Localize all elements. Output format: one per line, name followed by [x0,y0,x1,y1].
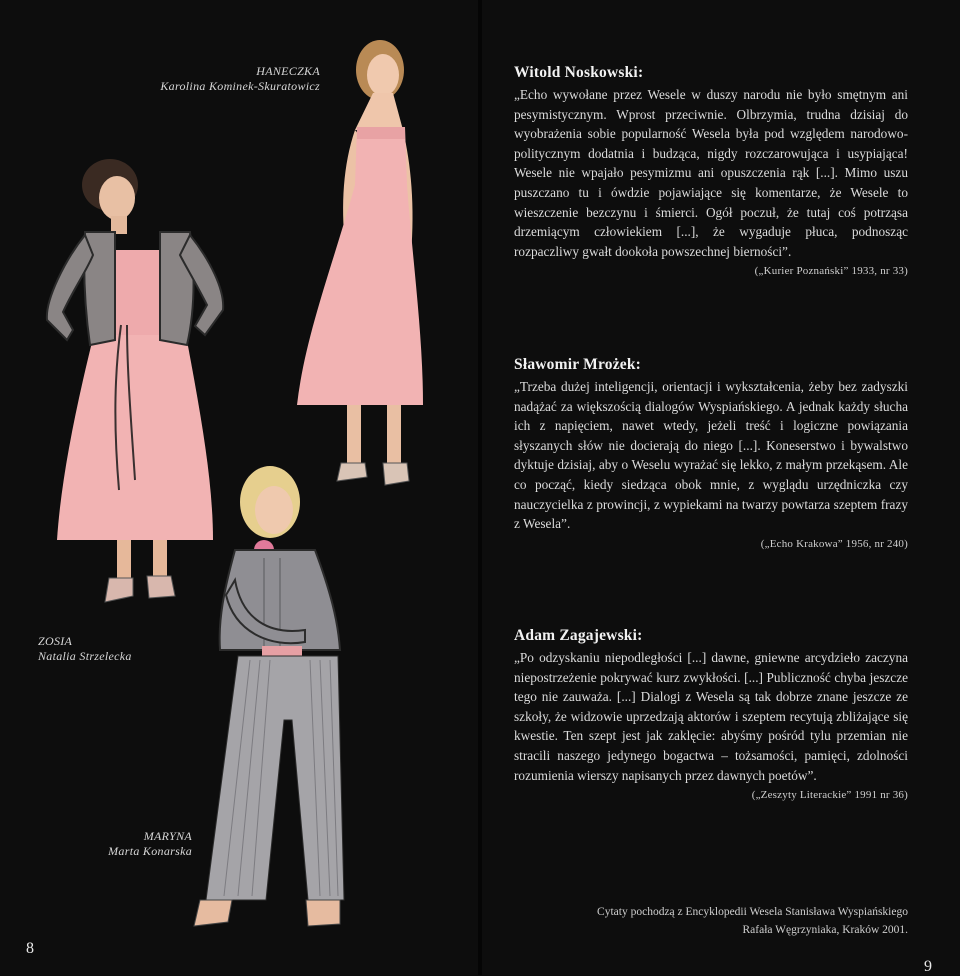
page-number-left: 8 [26,940,34,957]
quote-text: „Echo wywołane przez Wesele w duszy narodu nie było smętnym ani pesymistycznym. Wprost przeciwnie. Olbrzymia, trudna dzisiaj do wyobrażenia sobie popularność Wesela była pod względem narodowo-politycznym dodatnia i budząca, nigdy rozczarowująca i usypiająca! Wesele nie wpajało pesymizmu ani opuszczenia rąk [...]. Mimo uszu puszczano tu i ówdzie pojawiające się komentarze, że Wesele to wieszczenie bezczynu i śmierci. Ogół poczuł, że tutaj coś potrząsa drzemiącym człowiekiem [...], że wygaduje płuca, podnosząc rozpaczliwy gwałt dookoła powszechnej bierności”. [514,87,908,259]
caption-role: ZOSIA [38,634,73,648]
quote-author: Sławomir Mrożek: [514,356,642,373]
quote-noskowski [514,64,908,277]
costume-figure-maryna [180,460,360,940]
caption-actor: Karolina Kominek-Skuratowicz [160,79,320,93]
page-number-right: 9 [924,958,932,975]
footnote-line: Cytaty pochodzą z Encyklopedii Wesela Stanisława Wyspiańskiego [597,906,908,918]
caption-role: HANECZKA [256,64,320,78]
quote-text: „Po odzyskaniu niepodległości [...] dawne, gniewne arcydzieło zaczyna niepostrzeżenie pokrywać kurz zwykłości. [...] Publiczność chyba jeszcze tego nie zauważa. [...] Dialogi z Wesela są tak dobrze znane jeszcze ze szkoły, że widzowie uprzedzają aktorów i szeptem recytują zbliżające się kwestie. Ten szept jest jak zaklęcie: abyśmy pośród tylu przemian nie stracili naszego jedynego bogactwa – tożsamości, pamięci, zdolności rozumienia wierszy napisanych przez dawnych poetów”. [514,650,908,783]
quote-source: („Echo Krakowa” 1956, nr 240) [760,537,908,550]
caption-role: MARYNA [143,829,192,843]
caption-actor: Marta Konarska [108,844,192,858]
quote-source: („Zeszyty Literackie” 1991 nr 36) [751,789,908,802]
quote-author: Witold Noskowski: [514,64,644,81]
caption-maryna [0,829,192,859]
quote-mrozek [514,356,908,550]
quote-text: „Trzeba dużej inteligencji, orientacji i wykształcenia, żeby bez zadyszki nadążać za większością dialogów Wyspiańskiego. A jednak każdy słucha ich z napięciem, nawet wtedy, jeżeli treść i logiczne powiązania słyszanych słów nie docierają do niego [...]. Koneserstwo i bywalstwo dyktuje dzisiaj, aby o Weselu wyrażać się lekko, z małym przekąsem. Ale co począć, kiedy siedząca obok mnie, z wyglądu urzędniczka czy nauczycielka z prowincji, z wypiekami na twarzy powtarza szeptem frazy z Wesela”. [514,379,908,532]
quote-source: („Kurier Poznański” 1933, nr 33) [754,265,908,278]
sources-footnote [514,903,908,939]
quote-zagajewski [514,627,908,801]
costume-figure-haneczka [285,35,435,495]
quote-author: Adam Zagajewski: [514,627,643,644]
caption-actor: Natalia Strzelecka [38,649,132,663]
footnote-line: Rafała Węgrzyniaka, Kraków 2001. [742,924,908,936]
